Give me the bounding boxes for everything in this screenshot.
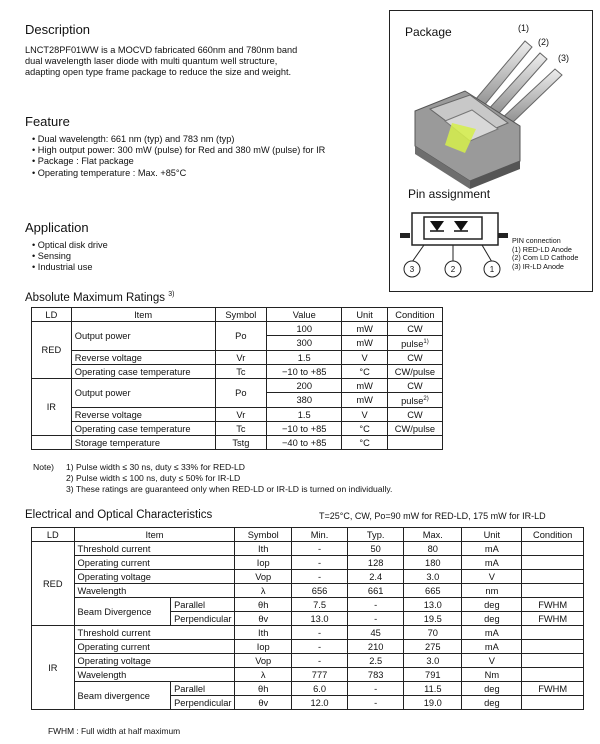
min-cell: - [291,640,347,654]
item-cell: Wavelength [74,668,235,682]
pin-inner-frame [424,217,482,239]
unit-cell: Nm [462,668,522,682]
symbol-cell: θv [235,696,291,710]
condition-cell: FWHM [522,612,584,626]
item-cell: Output power [71,322,215,351]
symbol-cell: Tc [215,365,267,379]
condition-cell: CW [387,351,442,365]
value-cell: 1.5 [267,351,342,365]
pin-lead-right [498,233,508,238]
symbol-cell: Vr [215,351,267,365]
condition-cell [522,542,584,556]
table-row [32,640,584,654]
min-cell: - [291,570,347,584]
condition-cell [387,336,442,351]
typ-cell: - [348,598,404,612]
max-cell: 3.0 [404,654,462,668]
pin-circle-label: 3 [409,265,415,274]
unit-cell: nm [462,584,522,598]
abs-max-title: Absolute Maximum Ratings [25,291,165,304]
condition-cell: CW/pulse [387,365,442,379]
condition-cell [387,393,442,408]
condition-cell: FWHM [522,598,584,612]
max-cell: 180 [404,556,462,570]
min-cell: 13.0 [291,612,347,626]
header-cell: Symbol [215,308,267,322]
unit-cell: deg [462,682,522,696]
symbol-cell: θv [235,612,291,626]
symbol-cell: Ith [235,626,291,640]
condition-text: pulse [401,396,424,407]
symbol-cell: λ [235,584,291,598]
unit-cell: V [342,351,388,365]
notes-label: Note) [33,462,55,472]
min-cell: - [291,654,347,668]
subitem-cell: Perpendicular [171,612,235,626]
pin-circle-label: 1 [489,265,495,274]
unit-cell: V [462,570,522,584]
header-cell: Condition [522,528,584,542]
item-cell: Operating case temperature [71,365,215,379]
value-cell: 200 [267,379,342,393]
note-line: 1) Pulse width ≤ 30 ns, duty ≤ 33% for RED-LD [66,462,245,472]
item-cell: Beam divergence [74,682,171,710]
table-row [32,556,584,570]
value-cell: 1.5 [267,408,342,422]
application-item: • Industrial use [32,262,108,273]
typ-cell: 210 [348,640,404,654]
typ-cell: - [348,682,404,696]
table-row [32,654,584,668]
unit-cell: mA [462,626,522,640]
condition-sup: 2) [423,396,429,403]
table-row [32,351,443,365]
package-heading: Package [405,25,452,39]
pin-assignment-heading: Pin assignment [408,187,491,201]
abs-max-heading [25,291,174,304]
item-cell: Threshold current [74,626,235,640]
note-line: 2) Pulse width ≤ 100 ns, duty ≤ 50% for IR-LD [66,473,241,484]
typ-cell: 2.5 [348,654,404,668]
pin-label-2: (2) [538,37,549,47]
max-cell: 19.5 [404,612,462,626]
elec-heading: Electrical and Optical Characteristics [25,509,213,521]
condition-cell [522,570,584,584]
application-heading: Application [25,220,89,235]
unit-cell: V [462,654,522,668]
pin-label-3: (3) [558,53,569,63]
description-line: adapting open type frame package to reduce the size and weight. [25,67,292,77]
unit-cell: V [342,408,388,422]
condition-cell: FWHM [522,682,584,696]
item-cell: Output power [71,379,215,408]
value-cell: −10 to +85 [267,365,342,379]
pin-connection-line: (1) RED-LD Anode [512,244,572,254]
unit-cell: mA [462,542,522,556]
table-row [32,379,443,393]
symbol-cell: Vop [235,654,291,668]
value-cell: 300 [267,336,342,351]
unit-cell: mA [462,556,522,570]
unit-cell: mW [342,322,388,336]
unit-cell: °C [342,422,388,436]
typ-cell: - [348,696,404,710]
typ-cell: 661 [348,584,404,598]
header-cell: Min. [291,528,347,542]
header-cell: Unit [462,528,522,542]
condition-cell: CW [387,408,442,422]
typ-cell: 50 [348,542,404,556]
note-line: 3) These ratings are guaranteed only when RED-LD or IR-LD is turned on individually. [66,484,393,495]
symbol-cell: Vr [215,408,267,422]
table-row [32,682,584,696]
unit-cell: mA [462,640,522,654]
pin-label-1: (1) [518,23,529,33]
table-row [32,436,443,450]
symbol-cell: Po [215,322,267,351]
min-cell: 656 [291,584,347,598]
unit-cell: mW [342,379,388,393]
condition-cell [522,584,584,598]
condition-cell [522,654,584,668]
typ-cell: 128 [348,556,404,570]
header-cell: Condition [387,308,442,322]
table-row [32,542,584,556]
ld-cell: IR [32,626,75,710]
ld-cell: IR [32,379,72,436]
abs-max-sup: 3) [168,291,175,298]
condition-cell [387,436,442,450]
package-drawing [390,11,592,196]
max-cell: 70 [404,626,462,640]
symbol-cell: Tc [215,422,267,436]
abs-max-table [31,307,443,450]
symbol-cell: θh [235,598,291,612]
elec-conditions: T=25°C, CW, Po=90 mW for RED-LD, 175 mW for IR-LD [319,511,546,521]
header-cell: Item [71,308,215,322]
value-cell: 380 [267,393,342,408]
item-cell: Reverse voltage [71,408,215,422]
condition-cell: CW [387,322,442,336]
pin-connection-line: (3) IR-LD Anode [512,261,564,271]
unit-cell: mW [342,393,388,408]
condition-cell [522,696,584,710]
unit-cell: deg [462,598,522,612]
symbol-cell: Iop [235,640,291,654]
table-header-row [32,528,584,542]
table-row [32,584,584,598]
pin-connection [512,237,578,271]
max-cell: 80 [404,542,462,556]
value-cell: −10 to +85 [267,422,342,436]
symbol-cell: Tstg [215,436,267,450]
unit-cell: mW [342,336,388,351]
symbol-cell: Iop [235,556,291,570]
item-cell: Reverse voltage [71,351,215,365]
header-cell: Symbol [235,528,291,542]
max-cell: 275 [404,640,462,654]
header-cell: Unit [342,308,388,322]
table-row [32,322,443,336]
typ-cell: 783 [348,668,404,682]
table-row [32,626,584,640]
value-cell: 100 [267,322,342,336]
symbol-cell: Po [215,379,267,408]
table-row [32,408,443,422]
symbol-cell: θh [235,682,291,696]
item-cell: Operating voltage [74,570,235,584]
feature-item: • Package : Flat package [32,156,325,167]
feature-heading: Feature [25,114,70,129]
max-cell: 19.0 [404,696,462,710]
symbol-cell: Vop [235,570,291,584]
ld-cell [32,436,72,450]
pin-circle-label: 2 [450,265,456,274]
unit-cell: °C [342,436,388,450]
condition-cell [522,668,584,682]
condition-text: pulse [401,339,424,350]
application-item: • Sensing [32,251,108,262]
item-cell: Operating current [74,556,235,570]
condition-cell [522,626,584,640]
feature-item: • High output power: 300 mW (pulse) for Red and 380 mW (pulse) for IR [32,145,325,156]
max-cell: 11.5 [404,682,462,696]
application-item: • Optical disk drive [32,240,108,251]
description-line: LNCT28PF01WW is a MOCVD fabricated 660nm and 780nm band [25,45,298,55]
value-cell: −40 to +85 [267,436,342,450]
max-cell: 791 [404,668,462,682]
feature-list [32,134,325,179]
min-cell: - [291,556,347,570]
symbol-cell: Ith [235,542,291,556]
header-cell: Item [74,528,235,542]
pin-connection-line: PIN connection [512,236,561,245]
notes [66,462,392,496]
table-row [32,668,584,682]
unit-cell: deg [462,612,522,626]
min-cell: 6.0 [291,682,347,696]
description-text [25,45,297,78]
condition-cell [522,556,584,570]
item-cell: Beam Divergence [74,598,171,626]
item-cell: Wavelength [74,584,235,598]
header-cell: Typ. [348,528,404,542]
item-cell: Threshold current [74,542,235,556]
ld-cell: RED [32,322,72,379]
subitem-cell: Parallel [171,682,235,696]
description-heading: Description [25,22,91,37]
pin-diagram [398,207,510,279]
feature-item: • Operating temperature : Max. +85°C [32,168,325,179]
header-cell: LD [32,308,72,322]
package-panel [389,10,593,292]
symbol-cell: λ [235,668,291,682]
elec-table [31,527,584,710]
item-cell: Operating case temperature [71,422,215,436]
description-line: dual wavelength laser diode with multi quantum well structure, [25,56,278,66]
unit-cell: deg [462,696,522,710]
header-cell: LD [32,528,75,542]
item-cell: Operating voltage [74,654,235,668]
typ-cell: - [348,612,404,626]
table-header-row [32,308,443,322]
condition-sup: 1) [423,339,429,345]
item-cell: Storage temperature [71,436,215,450]
typ-cell: 45 [348,626,404,640]
min-cell: 7.5 [291,598,347,612]
ld-cell: RED [32,542,75,626]
min-cell: - [291,542,347,556]
fwhm-footnote: FWHM : Full width at half maximum [48,726,181,736]
header-cell: Max. [404,528,462,542]
pin-connection-line: (2) Com LD Cathode [512,253,579,263]
header-cell: Value [267,308,342,322]
max-cell: 13.0 [404,598,462,612]
table-row [32,365,443,379]
table-row [32,570,584,584]
typ-cell: 2.4 [348,570,404,584]
min-cell: - [291,626,347,640]
pin-lead-left [400,233,410,238]
unit-cell: °C [342,365,388,379]
table-row [32,422,443,436]
condition-cell [522,640,584,654]
max-cell: 3.0 [404,570,462,584]
condition-cell: CW [387,379,442,393]
min-cell: 777 [291,668,347,682]
min-cell: 12.0 [291,696,347,710]
application-list [32,240,108,274]
subitem-cell: Perpendicular [171,696,235,710]
feature-item: • Dual wavelength: 661 nm (typ) and 783 nm (typ) [32,134,325,145]
table-row [32,598,584,612]
item-cell: Operating current [74,640,235,654]
condition-cell: CW/pulse [387,422,442,436]
max-cell: 665 [404,584,462,598]
subitem-cell: Parallel [171,598,235,612]
